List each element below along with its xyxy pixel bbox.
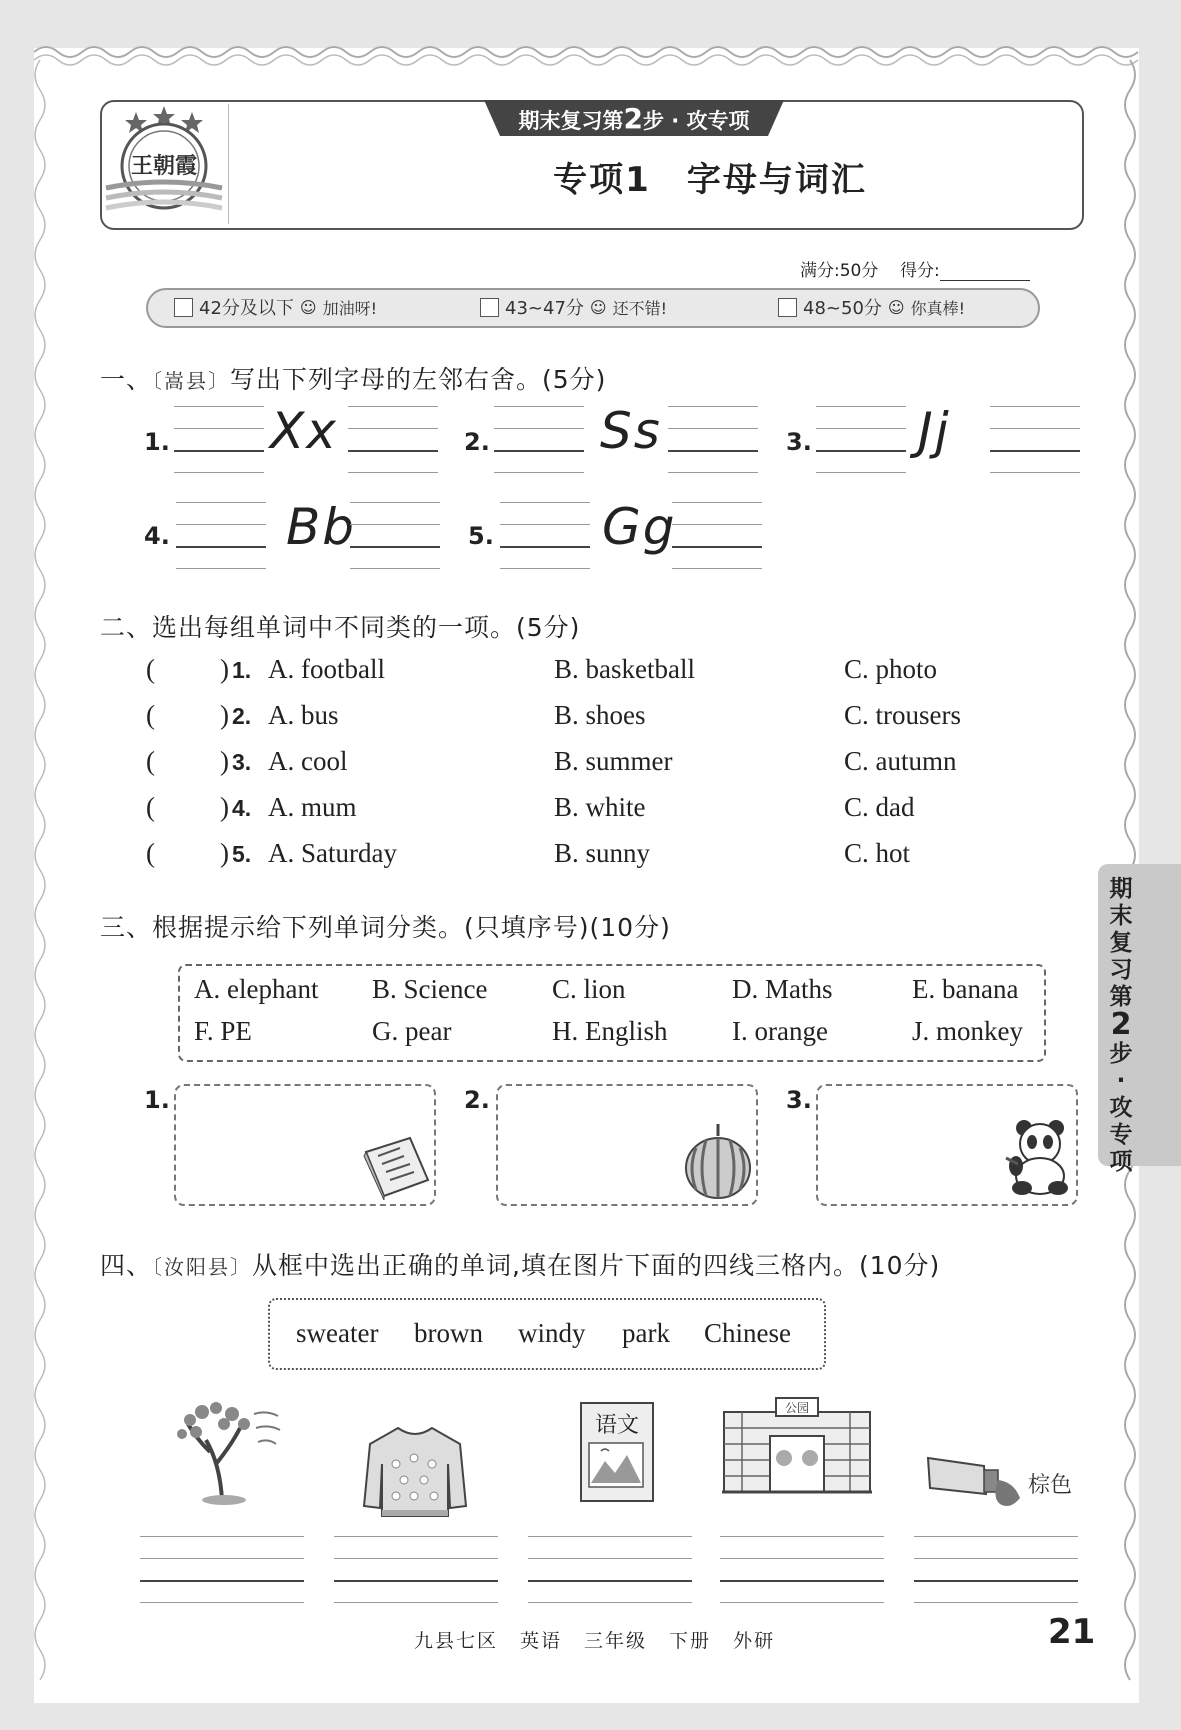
word-option: J. monkey xyxy=(912,1016,1023,1046)
section1-heading: 一、〔嵩县〕写出下列字母的左邻右舍。(5分) xyxy=(100,365,607,394)
watermelon-icon xyxy=(684,1118,752,1200)
option-c: C. hot xyxy=(844,838,911,868)
word-option: B. Science xyxy=(372,974,488,1004)
answer-paren-open[interactable]: ( xyxy=(146,838,155,868)
score-level-2: 43~47分 ☺ 还不错! xyxy=(480,294,667,320)
option-a: A. cool xyxy=(268,746,348,776)
word-option: sweater xyxy=(296,1318,379,1348)
question-number: 5. xyxy=(232,841,252,867)
box-number: 3. xyxy=(786,1086,812,1114)
sweater-icon xyxy=(362,1424,468,1520)
option-c: C. photo xyxy=(844,654,938,684)
side-tab-label: 期末复习第2步·攻专项 xyxy=(1109,876,1133,1175)
answer-paren-close: ) xyxy=(220,746,229,776)
score-blank[interactable] xyxy=(940,262,1030,281)
answer-lines[interactable] xyxy=(672,502,762,568)
word-option: park xyxy=(622,1318,670,1348)
word-option: brown xyxy=(414,1318,483,1348)
word-option: Chinese xyxy=(704,1318,791,1348)
question-number: 2. xyxy=(232,703,252,729)
item-number: 3. xyxy=(786,428,812,456)
answer-lines[interactable] xyxy=(500,502,590,568)
letter-pair: Ss xyxy=(600,402,662,460)
section4-heading: 四、〔汝阳县〕从框中选出正确的单词,填在图片下面的四线三格内。(10分) xyxy=(100,1251,941,1280)
answer-paren-open[interactable]: ( xyxy=(146,792,155,822)
answer-lines[interactable] xyxy=(816,406,906,472)
brown-hint-label: 棕色 xyxy=(1028,1473,1073,1498)
page-number: 21 xyxy=(1048,1612,1096,1652)
question-number: 3. xyxy=(232,749,252,775)
word-option: H. English xyxy=(552,1016,668,1046)
answer-lines[interactable] xyxy=(348,406,438,472)
option-c: C. autumn xyxy=(844,746,957,776)
score-label: 得分: xyxy=(899,261,940,281)
answer-lines[interactable] xyxy=(668,406,758,472)
word-option: F. PE xyxy=(194,1016,252,1046)
book-cover-label: 语文 xyxy=(594,1413,639,1438)
answer-lines[interactable] xyxy=(528,1536,692,1602)
option-b: B. summer xyxy=(554,746,673,776)
word-option: windy xyxy=(518,1318,586,1348)
option-a: A. bus xyxy=(268,700,339,730)
checkbox[interactable] xyxy=(480,298,499,317)
answer-lines[interactable] xyxy=(140,1536,304,1602)
option-b: B. shoes xyxy=(554,700,646,730)
option-c: C. trousers xyxy=(844,700,961,730)
answer-paren-close: ) xyxy=(220,654,229,684)
smile-icon: ☺ xyxy=(887,297,905,317)
answer-paren-open[interactable]: ( xyxy=(146,700,155,730)
park-gate-icon xyxy=(722,1392,872,1496)
paint-tube-icon xyxy=(922,1454,1026,1516)
letter-pair: Jj xyxy=(918,402,951,460)
word-option: A. elephant xyxy=(194,974,319,1004)
smile-icon: ☺ xyxy=(299,297,317,317)
answer-lines[interactable] xyxy=(176,502,266,568)
windy-tree-icon xyxy=(166,1394,284,1506)
word-option: E. banana xyxy=(912,974,1019,1004)
header-divider xyxy=(228,104,229,224)
footer: 九县七区 英语 三年级 下册 外研 xyxy=(414,1630,776,1652)
section2-heading: 二、选出每组单词中不同类的一项。(5分) xyxy=(100,613,581,642)
svg-text:王朝霞: 王朝霞 xyxy=(130,153,198,179)
answer-paren-close: ) xyxy=(220,792,229,822)
option-a: A. mum xyxy=(268,792,357,822)
page-title: 专项1 字母与词汇 xyxy=(553,160,867,200)
letter-pair: Gg xyxy=(602,498,677,556)
word-option: C. lion xyxy=(552,974,626,1004)
item-number: 2. xyxy=(464,428,490,456)
checkbox[interactable] xyxy=(174,298,193,317)
svg-text:公园: 公园 xyxy=(784,1401,810,1415)
full-score: 满分:50分 xyxy=(800,261,879,281)
panda-icon xyxy=(1004,1118,1074,1196)
word-option: D. Maths xyxy=(732,974,833,1004)
answer-lines[interactable] xyxy=(494,406,584,472)
word-option: G. pear xyxy=(372,1016,452,1046)
question-number: 1. xyxy=(232,657,252,683)
score-info xyxy=(800,256,1030,281)
score-level-1: 42分及以下 ☺ 加油呀! xyxy=(174,294,377,320)
banner-label: 期末复习第2步 · 攻专项 xyxy=(518,102,750,135)
option-c: C. dad xyxy=(844,792,915,822)
option-b: B. basketball xyxy=(554,654,695,684)
section3-heading: 三、根据提示给下列单词分类。(只填序号)(10分) xyxy=(100,913,671,942)
answer-lines[interactable] xyxy=(720,1536,884,1602)
option-b: B. sunny xyxy=(554,838,651,868)
book-icon xyxy=(360,1134,432,1200)
box-number: 2. xyxy=(464,1086,490,1114)
option-a: A. Saturday xyxy=(268,838,397,868)
option-b: B. white xyxy=(554,792,646,822)
checkbox[interactable] xyxy=(778,298,797,317)
answer-paren-close: ) xyxy=(220,700,229,730)
box-number: 1. xyxy=(144,1086,170,1114)
smile-icon: ☺ xyxy=(589,297,607,317)
question-number: 4. xyxy=(232,795,252,821)
item-number: 5. xyxy=(468,522,494,550)
answer-lines[interactable] xyxy=(334,1536,498,1602)
answer-paren-open[interactable]: ( xyxy=(146,746,155,776)
brand-logo xyxy=(102,104,226,222)
score-level-3: 48~50分 ☺ 你真棒! xyxy=(778,294,965,320)
option-a: A. football xyxy=(268,654,385,684)
answer-lines[interactable] xyxy=(350,502,440,568)
item-number: 4. xyxy=(144,522,170,550)
item-number: 1. xyxy=(144,428,170,456)
word-option: I. orange xyxy=(732,1016,828,1046)
answer-paren-open[interactable]: ( xyxy=(146,654,155,684)
answer-lines[interactable] xyxy=(174,406,264,472)
answer-lines[interactable] xyxy=(990,406,1080,472)
chinese-book-icon xyxy=(580,1402,654,1502)
answer-paren-close: ) xyxy=(220,838,229,868)
letter-pair: Bb xyxy=(286,498,357,556)
answer-lines[interactable] xyxy=(914,1536,1078,1602)
letter-pair: Xx xyxy=(270,402,338,460)
